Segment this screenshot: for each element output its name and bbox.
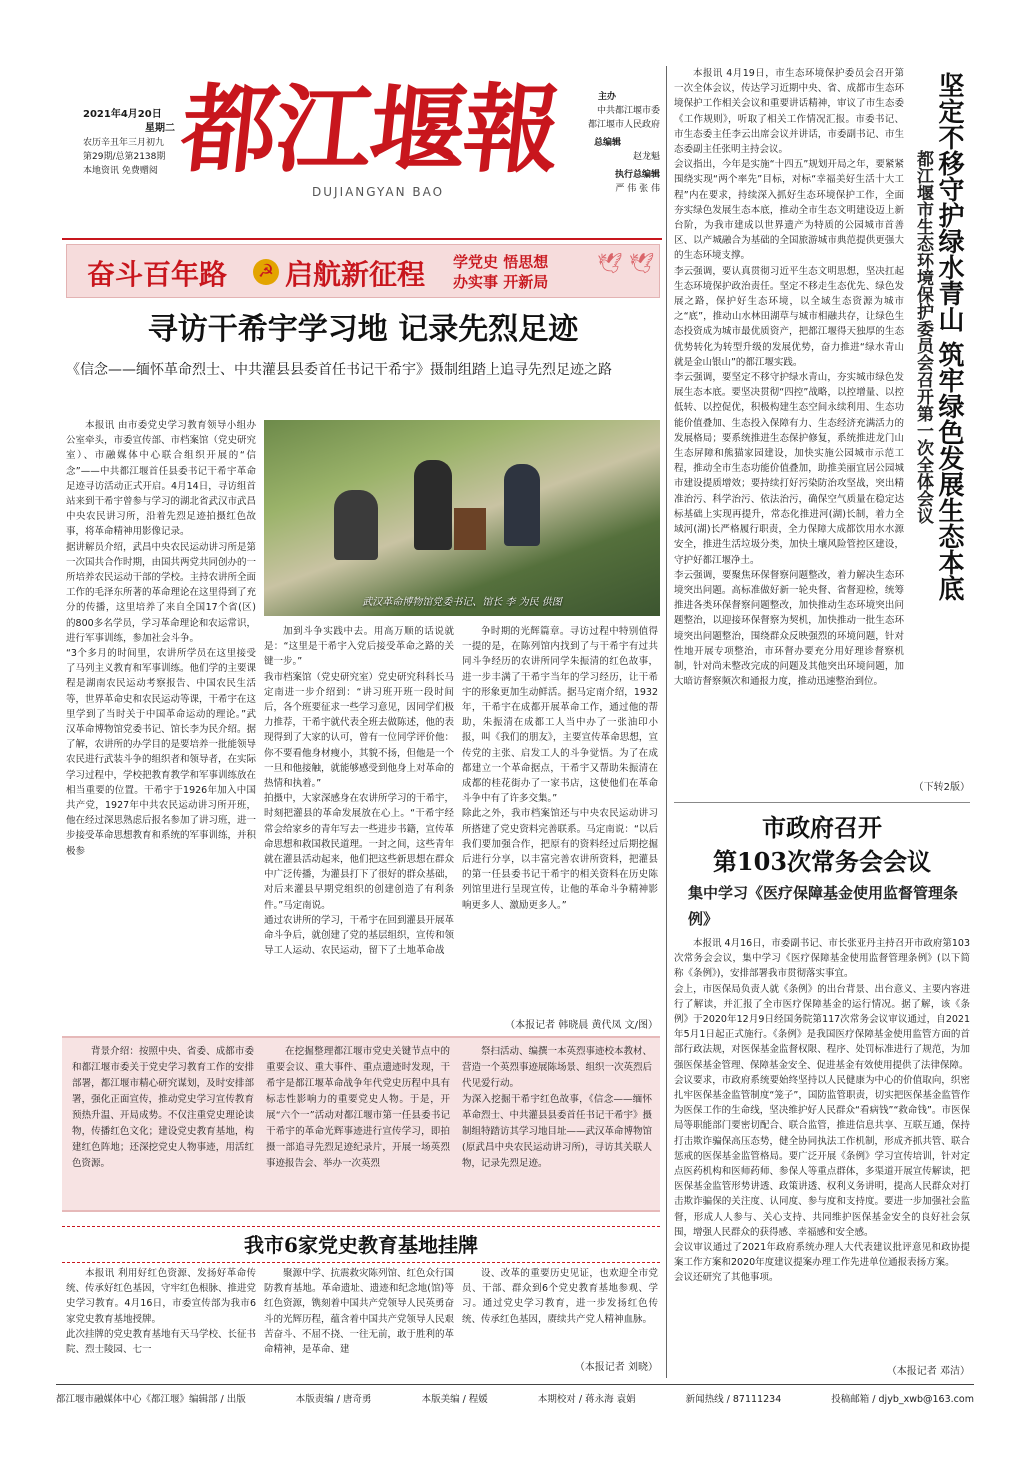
slogan-banner xyxy=(66,244,660,298)
lead-col-1: 本报讯 由市委党史学习教育领导小组办公室牵头，市委宣传部、市档案馆（党史研究室）、市融媒体中心联合组织开展的“信念”——中共都江堰首任县委书记干希宇革命足迹寻访活动正式开启。4月14日，寻访组首站来到干希宇曾参与学习的湖北省武汉市武昌中央农民讲习所，沿着先烈足迹拍摄红色故事，将革命精神用影像记录。 据讲解员介绍，武昌中央农民运动讲习所是第一次国共合作时期，由国共两党共同创办的一所培养农民运动干部的学校。主持农讲所全面工作的毛泽东所著的革命理论在这里得到了充分的传播，这里培养了来自全国17个省(区)的800多名学员，学习革命理论和农运常识，进行军事训练，参加社会斗争。 “3个多月的时间里，农讲所学员在这里接受了马列主义教育和军事训练。他们学的主要课程是湖南农民运动考察报告、中国农民生活等，世界革命史和农民运动等课，干希宇在这里学到了当时关于中国革命运动的理论。”武汉革命博物馆党委书记、馆长李为民介绍。据了解，农讲所的办学目的是要培养一批能领导农民进行武装斗争的组织者和领导者，在实际学习过程中，学校把教育教学和军事训练放在相当重要的位置。干希宇于1926年加入中国共产党，1927年中共农民运动讲习所开班，他在经过深思熟虑后报名参加了讲习班，进一步接受革命思想教育和系统的军事训练，并积极参 xyxy=(66,420,256,857)
photo-figure-c xyxy=(334,490,378,560)
issue-free-note: 本地资讯 免费赠阅 xyxy=(83,166,158,176)
council-byline: （本报记者 邓洁） xyxy=(886,1366,970,1377)
photo-caption: 武汉革命博物馆党委书记、馆长 李 为民 供图 xyxy=(362,597,562,608)
sponsor-label: 主办 xyxy=(598,92,617,102)
footer-designer: 本版美编 / 程媛 xyxy=(421,1394,488,1405)
lead-photo xyxy=(264,420,660,616)
lead-subheadline: 《信念——缅怀革命烈士、中共灌县县委首任书记干希宇》摄制组踏上追寻先烈足迹之路 xyxy=(66,362,612,378)
chief-editor-name: 赵龙魁 xyxy=(632,152,660,162)
bases-byline: （本报记者 刘晓） xyxy=(574,1362,658,1373)
feature-body: 本报讯 4月19日，市生态环境保护委员会召开第一次全体会议，传达学习近期中央、省、成都市生态环境保护工作相关会议和重要讲话精神，审议了市生态委《工作规则》，听取了相关工作情况汇报。市委书记、市生态委主任李云出席会议并讲话，市委副书记、市生态委副主任张明主持会议。 会议指出，今年是实施“十四五”规划开局之年，要紧紧围绕实现“两个率先”目标，对标“幸福美好生活十大工程”内在要求，持续深入抓好生态环境保护工作，全面夯实绿色发展生态本底，推动全市生态文明建设迈上新台阶，为我市建成以世界遗产为特质的公园城市首善区、以产城融合为基础的全国旅游城市典范提供更强大的生态环境支撑。 李云强调，要认真贯彻习近平生态文明思想，坚决扛起生态环境保护政治责任。坚定不移走生态优先、绿色发展之路，保护好生态环境，以全域生态资源为城市之“底”，推动山水林田湖草与城市相融共存，让绿色生态投资成为城市最优质资产，把都江堰得天独厚的生态优势转化为转型升级的发展优势，奋力推进“绿水青山就是金山银山”的都江堰实践。 李云强调，要坚定不移守护绿水青山，夯实城市绿色发展生态本底。要坚决贯彻“四控”战略，以控增量、以控低转、以控促优，积极构建生态空间永续利用、生态功能价值叠加、生态投入保障有力、生态经济充满活力的发展格局；要系统推进生态保护修复，系统推进龙门山生态屏障和熊猫家园建设，加快实施公园城市示范工程，推动全市生态功能价值叠加，助推美丽宜居公园城市建设提质增效；要持续打好污染防治攻坚战，突出精准治污、科学治污、依法治污，确保空气质量在稳定达标基础上实现再提升，常态化推进河(湖)长制，着力全域河(湖)长严格履行职责，全力保障大成都饮用水水源安全，推进生活垃圾分类，加快土壤风险管控区建设，守护好都江堰净土。 李云强调，要聚焦环保督察问题整改，着力解决生态环境突出问题。高标准做好新一轮央督、省督迎检，统筹推进各类环保督察问题整改，加快推动生态环境突出问题整治，以迎接环保督察为契机，加快推动一批生态环境突出问题整治，围绕群众反映强烈的环境问题，针对性地开展专项整治，市环督办要充分用好理诊督察机制，针对尚未整改完成的问题及其他突出环境问题，加大暗访督察频次和通报力度，推动迅速整治到位。 xyxy=(674,68,904,688)
footer-proofreader: 本期校对 / 蒋永海 袁娟 xyxy=(537,1394,636,1405)
sponsor-party: 中共都江堰市委 xyxy=(596,106,660,116)
feature-continued: （下转2版） xyxy=(913,782,970,793)
footer-rule xyxy=(56,1384,974,1385)
footer-editor: 本版责编 / 唐奇勇 xyxy=(295,1394,372,1405)
council-subheadline: 集中学习《医疗保障基金使用监督管理条例》 xyxy=(688,884,959,928)
issue-weekday: 星期二 xyxy=(145,123,175,134)
chief-editor-label: 总编辑 xyxy=(594,138,622,148)
newspaper-logo: 都江堰報 xyxy=(176,73,564,186)
council-body: 本报讯 4月16日，市委副书记、市长张亚丹主持召开市政府第103次常务会会议，集中学习《医疗保障基金使用监督管理条例》(以下简称《条例》)，安排部署我市贯彻落实事宜。 会上，市医保局负责人就《条例》的出台背景、出台意义、主要内容进行了解读，并汇报了全市医疗保障基金的运行情况。据了解，该《条例》于2020年12月9日经国务院第117次常务会议审议通过，自2021年5月1日起正式施行。《条例》是我国医疗保障基金使用监管方面的首部行政法规，对医保基金监督权限、程序、处罚标准进行了规范，为加强医保基金管理、保障基金安全、促进基金有效使用提供了法律保障。 会议要求，市政府系统要始终坚持以人民健康为中心的价值取向，织密扎牢医保基金监管制度“笼子”，国防监管职责，切实把医保基金监管作为医保工作的生命线，坚决维护好人民群众“看病钱”“救命钱”。市医保局等职能部门要密切配合、联合监管，推进信息共享、互联互通，保持打击欺诈骗保高压态势，健全协同执法工作机制，形成齐抓共管、联合惩戒的医保基金监管格局。要广泛开展《条例》学习宣传培训，针对定点医药机构和医师药师、参保人等重点群体，多渠道开展宣传解读，把医保基金监管形势讲透、政策讲透、权利义务讲明，提高人民群众对打击欺诈骗保的关注度、认同度、参与度和支持度。要进一步加强社会监督，形成人人参与、关心支持、共同维护医保基金安全的良好社会氛围，增强人民群众的获得感、幸福感和安全感。 会议审议通过了2021年政府系统办理人大代表建议批评意见和政协提案工作方案和2020年度建议提案办理工作先进单位通报表扬方案。 会议还研究了其他事项。 xyxy=(674,938,970,1284)
masthead-meta-left xyxy=(83,108,183,178)
council-divider xyxy=(674,802,970,803)
slogan-a: 奋斗百年路 xyxy=(87,258,228,291)
bases-headline: 我市6家党史教育基地挂牌 xyxy=(244,1233,478,1257)
sponsor-government: 都江堰市人民政府 xyxy=(587,120,660,130)
bases-col-2: 聚源中学、抗震救灾陈列馆、红色众行国防教育基地。革命遗址、遗迹和纪念地(馆)等红色资源，镌刻着中国共产党领导人民英勇奋斗的光辉历程，蕴含着中国共产党领导人民艰苦奋斗、不屈不挠、一往无前，敢于胜利的革命精神，是革命、建 xyxy=(264,1268,454,1356)
lead-headline: 寻访干希宇学习地 记录先烈足迹 xyxy=(147,312,579,347)
column-divider xyxy=(666,66,667,1378)
slogan-b: 启航新征程 xyxy=(285,258,426,291)
masthead-meta-right xyxy=(572,90,660,196)
bases-divider-top xyxy=(62,1226,660,1227)
photo-figure-a xyxy=(414,460,452,550)
masthead-rule xyxy=(62,238,662,240)
background-col-3: 祭扫活动、编撰一本英烈事迹校本教材、营造一个英烈事迹展陈场景、组织一次英烈后代见爱行动。 为深入挖掘干希宇红色故事，《信念——缅怀革命烈士、中共灌县县委首任书记干希宇》摄制组特踏访其学习地目址——武汉革命博物馆(原武昌中央农民运动讲习所)，寻访其关联人物，记录先烈足迹。 xyxy=(462,1046,652,1169)
issue-number: 第29期/总第2138期 xyxy=(83,152,166,162)
dove-icon: 🕊 🕊 xyxy=(597,251,655,275)
newspaper-pinyin: DUJIANGYAN BAO xyxy=(312,185,445,199)
footer-email: 投稿邮箱 / djyb_xwb@163.com xyxy=(831,1394,974,1405)
footer-hotline: 新闻热线 / 87111234 xyxy=(685,1394,782,1405)
slogan-c1: 学党史 悟思想 xyxy=(453,253,549,271)
bases-col-1: 本报讯 利用好红色资源、发扬好革命传统、传承好红色基因，守牢红色根脉、推进党史学习教育。4月16日，市委宣传部为我市6家党史教育基地授牌。 此次挂牌的党史教育基地有天马学校、长征书院、烈士陵园、七一 xyxy=(66,1268,256,1356)
slogan-c2: 办实事 开新局 xyxy=(453,273,549,291)
party-emblem-icon: ☭ xyxy=(253,259,279,285)
footer-publisher: 都江堰市融媒体中心《都江堰》编辑部 / 出版 xyxy=(56,1394,246,1405)
council-headline-1: 市政府召开 xyxy=(762,813,882,842)
exec-editor-name: 严 伟 张 伟 xyxy=(615,184,660,194)
issue-date: 2021年4月20日 xyxy=(83,109,162,120)
lead-byline: （本报记者 韩晓晨 黄代凤 文/图） xyxy=(505,1020,658,1031)
footer xyxy=(56,1390,974,1410)
council-headline-2: 第103次常务会会议 xyxy=(712,847,932,876)
bases-col-3: 设、改革的重要历史见证，也欢迎全市党员、干部、群众到6个党史教育基地参观、学习。通过党史学习教育，进一步发扬红色传统、传承红色基因，赓续共产党人精神血脉。 xyxy=(462,1268,658,1325)
photo-figure-b xyxy=(504,464,540,546)
background-col-2: 在挖掘整理都江堰市党史关键节点中的重要会议、重大事件、重点遗迹时发现，干希宇是都江堰革命战争年代党史历程中具有标志性影响力的重要党史人物。于是，开展“六个一”活动对都江堰市第一任县委书记干希宇的革命光辉事迹进行宣传学习，即拍摄一部追寻先烈足迹纪录片，开展一场英烈事迹报告会、举办一次英烈 xyxy=(266,1046,450,1169)
photo-chair xyxy=(454,508,486,550)
lead-col-3: 争时期的光辉篇章。寻访过程中特别值得一提的是，在陈列馆内找到了与干希宇有过共同斗争经历的农讲所同学朱振清的红色故事，进一步丰满了干希宇当年的学习经历，让干希宇的形象更加生动鲜活。据马定南介绍，1932年，干希宇在成都开展革命工作，通过他的帮助，朱振清在成都工人当中办了一张油印小报，叫《我们的朋友》，主要宣传革命思想，宣传党的主张、启发工人的斗争觉悟。为了在成都建立一个革命据点，干希宇又帮助朱振清在成都的桂花街办了一家书店，这使他们在革命斗争中有了许多交集。” 除此之外，我市档案馆还与中央农民运动讲习所搭建了党史资料完善联系。马定南说：“以后我们要加强合作，把原有的资料经过后期挖掘后进行分享，以丰富完善农讲所资料，把灌县的第一任县委书记干希宇的相关资料在历史陈列馆里进行呈现宣传，让他的革命斗争精神影响更多人、激励更多人。” xyxy=(462,626,658,911)
background-col-1: 背景介绍：按照中央、省委、成都市委和都江堰市委关于党史学习教育工作的安排部署，都江堰市精心研究谋划，及时安排部署，强化正面宣传，推动党史学习宣传教育预热升温、开局成势。不仅注重党史理论读物，传播红色文化；建设党史教育基地，构建红色阵地；还深挖党史人物事迹，用活红色资源。 xyxy=(72,1046,254,1169)
lead-col-2: 加到斗争实践中去。用高万顺的话说就是：“这里是干希宇入党后接受革命之路的关键一步。” 我市档案馆（党史研究室）党史研究科科长马定南进一步介绍到：“讲习班开班一段时间后，各个班要征求一些学习意见，因同学们极力推荐，干希宇就代表全班去做陈述，他的表现得到了大家的认可，曾有一位同学评价他：你不要看他身材瘦小，其貌不扬，但他是一个一旦和他接触，就能够感受到他身上对革命的热情和执着。” 拍摄中，大家深感身在农讲所学习的干希宇，时刻把灌县的革命发展放在心上。“干希宇经常会给家乡的青年写去一些进步书籍，宣传革命思想和救国救民道理。一封之间，这些青年就在灌县活动起来，他们把这些新思想在群众中广泛传播，为灌县打下了很好的群众基础，对后来灌县早期党组织的创建创造了有利条件。”马定南说。 通过农讲所的学习，干希宇在回到灌县开展革命斗争后，就创建了党的基层组织，宣传和领导工人运动、农民运动，留下了土地革命战 xyxy=(264,626,454,957)
bases-divider-bottom xyxy=(62,1262,660,1263)
exec-editor-label: 执行总编辑 xyxy=(614,170,660,180)
feature-headline: 坚定不移守护绿水青山 筑牢绿色发展生态本底 xyxy=(934,72,964,602)
feature-subheadline: 都江堰市生态环境保护委员会召开第一次全体会议 xyxy=(913,150,933,524)
issue-lunar-date: 农历辛丑年三月初九 xyxy=(83,138,165,148)
